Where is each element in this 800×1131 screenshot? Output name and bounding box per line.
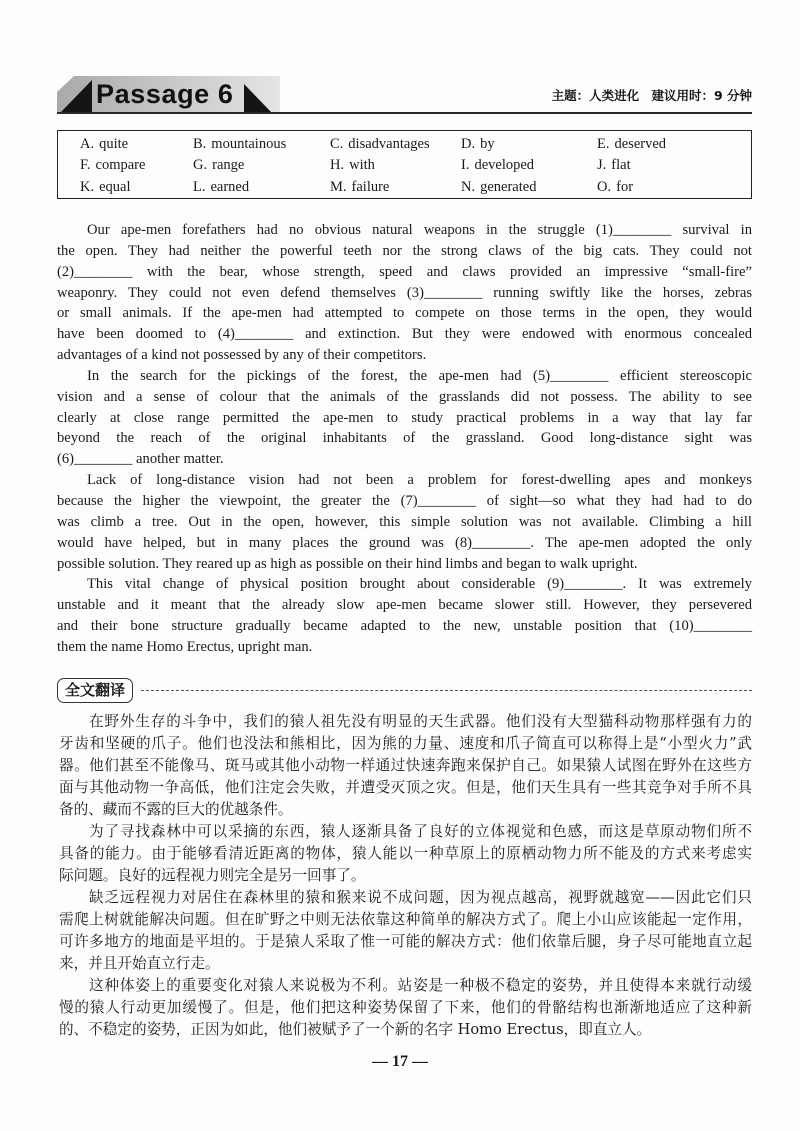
word-option [193,134,330,155]
translation-paragraph [59,821,752,887]
topic-label: 主题：人类进化 [551,88,640,103]
passage-paragraph [57,470,752,574]
word-option [80,177,193,198]
text-line: This vital change of physical position brought about considerable (9)________. It was extremely [87,576,752,593]
passage-paragraph [57,366,752,470]
text-line: have been doomed to (4)________ and extinction. But they were endowed with enormous concealed [57,326,752,343]
text-line: them the name Homo Erectus, upright man. [57,638,313,655]
text-line: 具备的能力。由于能够看清近距离的物体，猿人能以一种草原上的原栖动物力所不能及的方式来考虑实 [59,845,752,862]
text-line: the open. They had neither the powerful teeth nor the strong claws of the big cats. They could not [57,242,752,259]
translation-text [59,711,752,1041]
passage-paragraph [57,574,752,657]
word-option-word: disadvantages [348,136,430,152]
text-line: 可许多地方的地面是平坦的。于是猿人采取了惟一可能的解决方式：他们依靠后腿，身子尽可能地直立起 [59,933,752,950]
word-option-letter: J. [597,157,607,174]
text-line: Our ape-men forefathers had no obvious natural weapons in the struggle (1)________ survival in [87,222,752,238]
word-option-word: generated [480,178,537,195]
word-option-word: quite [99,136,129,152]
word-option-word: by [480,136,495,152]
passage-paragraph [57,220,752,366]
text-line: (6)________ another matter. [57,451,224,468]
text-line: Lack of long-distance vision had not been a problem for forest-dwelling apes and monkeys [87,472,752,489]
text-line: would have helped, but in many places the ground was (8)________. The ape-men adopted the only [57,534,752,551]
word-option [597,155,751,176]
text-line: vision and a sense of colour that the animals of the grasslands did not possess. The ability to see [57,388,752,405]
translation-paragraph [59,887,752,975]
text-line: In the search for the pickings of the forest, the ape-men had (5)________ efficient stereoscopic [87,367,752,384]
word-option [461,155,597,176]
word-option [597,177,751,198]
text-line: 备的、藏而不露的巨大的优越条件。 [59,801,293,818]
text-line: was climb a tree. Out in the open, however, this simple solution was not available. Climbing a hill [57,513,752,530]
passage-text [57,220,752,658]
word-option [330,134,461,155]
word-option-letter: K. [80,178,95,195]
text-line: 缺乏远程视力对居住在森林里的猿和猴来说不成问题，因为视点越高，视野就越宽——因此它们只 [89,889,752,906]
word-option-letter: E. [597,136,610,152]
topic-info [552,87,752,105]
text-line: 器。他们甚至不能像马、斑马或其他小动物一样通过快速奔跑来保护自己。如果猿人试图在野外在这些方 [59,757,752,774]
word-option-letter: L. [193,178,206,195]
text-line: 为了寻找森林中可以采摘的东西，猿人逐渐具备了良好的立体视觉和色感，而这是草原动物们所不 [89,823,752,840]
text-line: or small animals. If the ape-men had attempted to compete on those terms in the open, they would [57,305,752,322]
translation-paragraph [59,711,752,821]
text-line: 面与其他动物一争高低，他们注定会失败，并遭受灭顶之灾。但是，他们天生具有一些其竞争对手所不具 [59,779,752,796]
word-option-letter: F. [80,157,91,174]
text-line: clearly at close range permitted the ape-men to study practical problems in a way that lay far [57,409,752,426]
text-line: 慢的猿人行动更加缓慢了。但是，他们把这种姿势保留了下来，他们的骨骼结构也渐渐地适应了这种新 [59,999,752,1016]
text-line: 来，并且开始直立行走。 [59,955,220,972]
header-rule [57,112,752,114]
text-line: 际问题。良好的远程视力则完全是另一回事了。 [59,867,366,884]
word-option-letter: I. [461,157,470,174]
text-line: 需爬上树就能解决问题。但在旷野之中则无法依靠这种简单的解决方式了。爬上小山应该能起一定作用， [59,911,752,928]
word-option-word: flat [611,157,631,174]
passage-title: Passage 6 [96,79,234,109]
text-line: 的、不稳定的姿势，正因为如此，他们被赋予了一个新的名字 Homo Erectus，即直立人。 [59,1021,652,1038]
text-line: unstable and it meant that the already slow ape-men became slower still. However, they persevered [57,597,752,614]
word-bank-box [57,130,752,199]
word-option-letter: H. [330,157,345,174]
word-option-word: failure [351,178,390,195]
word-option [193,177,330,198]
word-option-letter: D. [461,136,476,152]
word-option-letter: G. [193,157,208,174]
word-option [330,155,461,176]
word-option [597,134,751,155]
text-line: because the higher the viewpoint, the greater the (7)________ of sight—so what they had had to do [57,492,752,509]
text-line: advantages of a kind not possessed by any of their competitors. [57,347,427,364]
text-line: 牙齿和坚硬的爪子。他们也没法和熊相比，因为熊的力量、速度和爪子简直可以称得上是“小型火力”武 [59,735,752,752]
word-option-word: equal [99,178,131,195]
word-option-word: mountainous [211,136,287,152]
word-option [461,134,597,155]
word-option-word: range [212,157,245,174]
word-option [80,134,193,155]
text-line: and their bone structure gradually became adapted to the new, unstable position that (10)________ [57,618,752,635]
word-option [193,155,330,176]
text-line: (2)________ with the bear, whose strength, speed and claws provided an impressive “small-fire” [57,263,752,280]
word-option-letter: C. [330,136,344,152]
translation-heading: 全文翻译 [57,678,133,703]
word-option-letter: A. [80,136,95,152]
text-line: 在野外生存的斗争中，我们的猿人祖先没有明显的天生武器。他们没有大型猫科动物那样强有力的 [89,713,752,730]
word-option-word: developed [474,157,535,174]
word-option [461,177,597,198]
word-option [80,155,193,176]
translation-paragraph [59,975,752,1041]
dashed-divider [141,690,752,691]
translation-header [57,678,752,704]
page-number: — 17 — [372,1053,428,1070]
suggested-time: 建议用时：9 分钟 [651,88,752,103]
word-option-word: with [349,157,375,174]
word-option-word: compare [95,157,146,174]
text-line: 这种体姿上的重要变化对猿人来说极为不利。站姿是一种极不稳定的姿势，并且使得本来就行动缓 [89,977,752,994]
text-line: weaponry. They could not even defend themselves (3)________ running swiftly like the horses, zebras [57,284,752,301]
word-option-letter: B. [193,136,207,152]
word-option-letter: M. [330,178,347,195]
word-option-word: earned [210,178,250,195]
text-line: possible solution. They reared up as high as possible on their hind limbs and began to walk upright. [57,555,638,572]
word-option-letter: O. [597,178,612,195]
word-option-word: for [616,178,634,195]
word-option [330,177,461,198]
word-option-word: deserved [614,136,667,152]
word-option-letter: N. [461,178,476,195]
text-line: beyond the reach of the original inhabitants of the grassland. Good long-distance sight was [57,430,752,447]
